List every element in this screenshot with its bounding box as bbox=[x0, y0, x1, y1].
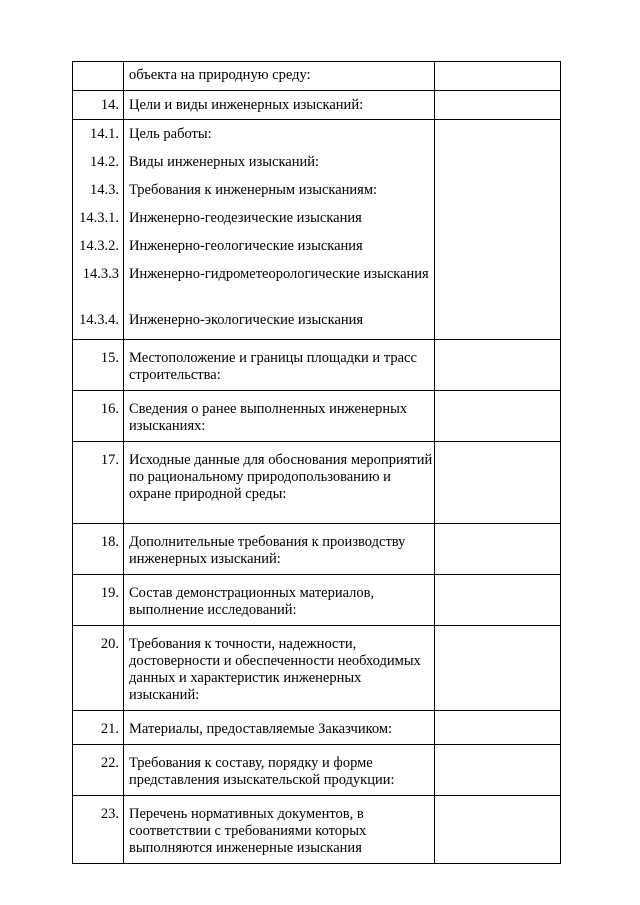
row-number: 16. bbox=[73, 391, 124, 442]
value-cell bbox=[435, 575, 561, 626]
row-number: 19. bbox=[73, 575, 124, 626]
value-cell bbox=[435, 524, 561, 575]
row-number: 21. bbox=[73, 711, 124, 745]
row-text: Состав демонстрационных материалов, выполнение исследований: bbox=[124, 575, 435, 626]
table-row bbox=[73, 626, 561, 711]
row-number-list bbox=[73, 120, 124, 340]
row-number: 17. bbox=[73, 442, 124, 524]
row-text: Местоположение и границы площадки и трасс строительства: bbox=[124, 340, 435, 391]
row-number: 18. bbox=[73, 524, 124, 575]
row-text: Требования к точности, надежности, достоверности и обеспеченности необходимых данных и характеристик инженерных изысканий: bbox=[124, 626, 435, 711]
value-cell bbox=[435, 796, 561, 864]
row-text: Требования к составу, порядку и форме представления изыскательской продукции: bbox=[124, 745, 435, 796]
table-row-group bbox=[73, 120, 561, 340]
value-cell bbox=[435, 442, 561, 524]
table-row bbox=[73, 340, 561, 391]
row-text: объекта на природную среду: bbox=[124, 62, 435, 91]
table-row bbox=[73, 524, 561, 575]
row-text: Сведения о ранее выполненных инженерных изысканиях: bbox=[124, 391, 435, 442]
requirements-table bbox=[72, 61, 561, 864]
value-cell bbox=[435, 391, 561, 442]
row-text: Цели и виды инженерных изысканий: bbox=[124, 91, 435, 120]
row-text: Требования к инженерным изысканиям: bbox=[129, 182, 378, 198]
row-number: 15. bbox=[73, 340, 124, 391]
row-text: Перечень нормативных документов, в соответствии с требованиями которых выполняются инженерные изыскания bbox=[124, 796, 435, 864]
row-number: 23. bbox=[73, 796, 124, 864]
table-row bbox=[73, 91, 561, 120]
table-row bbox=[73, 796, 561, 864]
row-number: 14. bbox=[73, 91, 124, 120]
row-text: Инженерно-геологические изыскания bbox=[129, 238, 363, 254]
value-cell bbox=[435, 626, 561, 711]
row-number: 22. bbox=[73, 745, 124, 796]
row-number: 20. bbox=[73, 626, 124, 711]
row-number: 14.3.2. bbox=[79, 238, 119, 254]
value-cell bbox=[435, 711, 561, 745]
value-cell bbox=[435, 340, 561, 391]
row-number: 14.2. bbox=[90, 154, 119, 170]
value-cell bbox=[435, 745, 561, 796]
row-number: 14.3.1. bbox=[79, 210, 119, 226]
row-number bbox=[73, 62, 124, 91]
row-text-list bbox=[124, 120, 435, 340]
row-text: Цель работы: bbox=[129, 126, 212, 142]
table-row bbox=[73, 391, 561, 442]
table-row bbox=[73, 745, 561, 796]
value-cell bbox=[435, 120, 561, 340]
table-row bbox=[73, 442, 561, 524]
table-row bbox=[73, 575, 561, 626]
row-text: Инженерно-геодезические изыскания bbox=[129, 210, 362, 226]
row-number: 14.3.4. bbox=[79, 312, 119, 328]
table-row bbox=[73, 62, 561, 91]
row-text: Инженерно-экологические изыскания bbox=[129, 312, 364, 328]
row-text: Инженерно-гидрометеорологические изыскания bbox=[129, 266, 429, 282]
row-text: Материалы, предоставляемые Заказчиком: bbox=[124, 711, 435, 745]
row-number: 14.3. bbox=[90, 182, 119, 198]
row-number: 14.1. bbox=[90, 126, 119, 142]
row-number: 14.3.3 bbox=[82, 266, 119, 282]
table-row bbox=[73, 711, 561, 745]
value-cell bbox=[435, 91, 561, 120]
row-text: Виды инженерных изысканий: bbox=[129, 154, 320, 170]
row-text: Исходные данные для обоснования мероприятий по рациональному природопользованию и охране природной среды: bbox=[124, 442, 435, 524]
value-cell bbox=[435, 62, 561, 91]
row-text: Дополнительные требования к производству инженерных изысканий: bbox=[124, 524, 435, 575]
